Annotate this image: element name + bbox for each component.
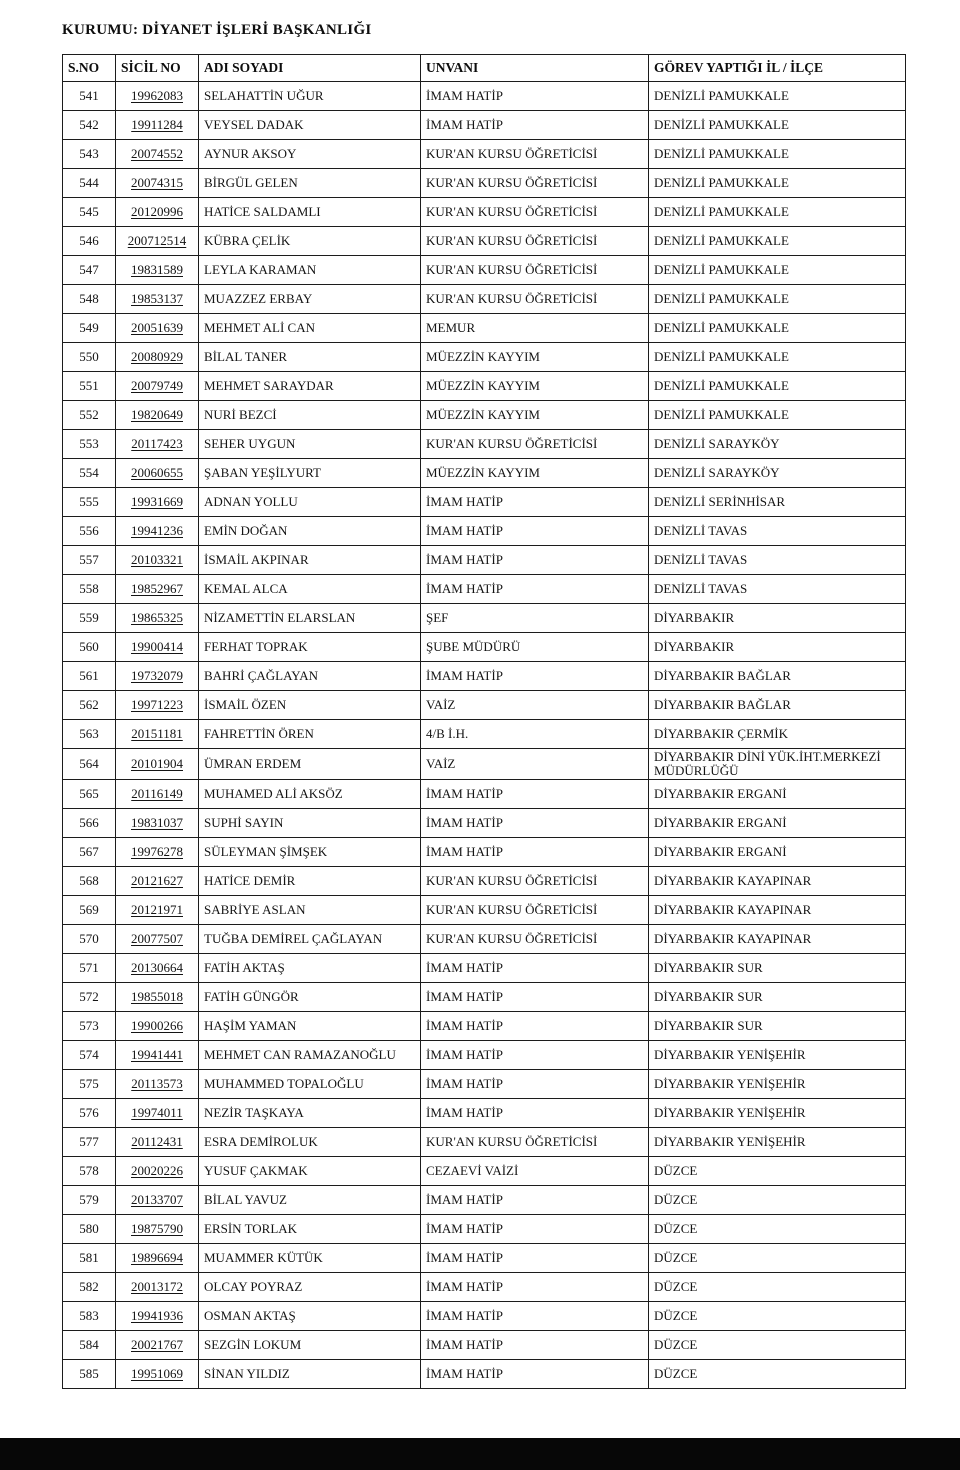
cell-serial-no: 556 — [63, 517, 116, 546]
cell-serial-no: 549 — [63, 314, 116, 343]
cell-serial-no: 564 — [63, 749, 116, 780]
cell-serial-no: 547 — [63, 256, 116, 285]
cell-full-name: MEHMET ALİ CAN — [199, 314, 421, 343]
cell-registry-no: 19900266 — [116, 1012, 199, 1041]
cell-serial-no: 578 — [63, 1157, 116, 1186]
cell-serial-no: 560 — [63, 633, 116, 662]
cell-serial-no: 548 — [63, 285, 116, 314]
cell-duty-location: DENİZLİ PAMUKKALE — [649, 401, 906, 430]
cell-title: VAİZ — [421, 691, 649, 720]
column-header-registry-no: SİCİL NO — [116, 55, 199, 82]
cell-serial-no: 566 — [63, 809, 116, 838]
cell-registry-no: 19974011 — [116, 1099, 199, 1128]
cell-serial-no: 574 — [63, 1041, 116, 1070]
table-row — [63, 140, 906, 169]
cell-serial-no: 562 — [63, 691, 116, 720]
cell-duty-location: DENİZLİ PAMUKKALE — [649, 314, 906, 343]
cell-duty-location: DÜZCE — [649, 1157, 906, 1186]
table-row — [63, 459, 906, 488]
cell-full-name: OSMAN AKTAŞ — [199, 1302, 421, 1331]
cell-serial-no: 555 — [63, 488, 116, 517]
cell-full-name: SUPHİ SAYIN — [199, 809, 421, 838]
cell-title: İMAM HATİP — [421, 1186, 649, 1215]
cell-title: MÜEZZİN KAYYIM — [421, 401, 649, 430]
cell-registry-no: 20013172 — [116, 1273, 199, 1302]
cell-registry-no: 19732079 — [116, 662, 199, 691]
cell-registry-no: 19865325 — [116, 604, 199, 633]
table-row — [63, 749, 906, 780]
cell-duty-location: DENİZLİ SARAYKÖY — [649, 430, 906, 459]
cell-duty-location: DİYARBAKIR ÇERMİK — [649, 720, 906, 749]
cell-title: İMAM HATİP — [421, 1215, 649, 1244]
cell-registry-no: 20103321 — [116, 546, 199, 575]
cell-registry-no: 19896694 — [116, 1244, 199, 1273]
cell-title: KUR'AN KURSU ÖĞRETİCİSİ — [421, 140, 649, 169]
cell-full-name: İSMAİL AKPINAR — [199, 546, 421, 575]
cell-full-name: AYNUR AKSOY — [199, 140, 421, 169]
table-row — [63, 1331, 906, 1360]
cell-duty-location: DİYARBAKIR KAYAPINAR — [649, 896, 906, 925]
cell-full-name: ERSİN TORLAK — [199, 1215, 421, 1244]
table-row — [63, 1273, 906, 1302]
cell-title: İMAM HATİP — [421, 1331, 649, 1360]
cell-title: İMAM HATİP — [421, 1273, 649, 1302]
cell-title: KUR'AN KURSU ÖĞRETİCİSİ — [421, 285, 649, 314]
cell-registry-no: 19820649 — [116, 401, 199, 430]
cell-duty-location: DENİZLİ TAVAS — [649, 546, 906, 575]
cell-duty-location: DİYARBAKIR ERGANİ — [649, 809, 906, 838]
cell-registry-no: 20113573 — [116, 1070, 199, 1099]
cell-serial-no: 579 — [63, 1186, 116, 1215]
cell-duty-location: DENİZLİ TAVAS — [649, 575, 906, 604]
cell-duty-location: DİYARBAKIR ERGANİ — [649, 780, 906, 809]
cell-serial-no: 563 — [63, 720, 116, 749]
table-row — [63, 1099, 906, 1128]
cell-duty-location: DİYARBAKIR BAĞLAR — [649, 662, 906, 691]
cell-registry-no: 20079749 — [116, 372, 199, 401]
table-row — [63, 169, 906, 198]
cell-registry-no: 20121971 — [116, 896, 199, 925]
cell-duty-location: DENİZLİ PAMUKKALE — [649, 169, 906, 198]
cell-title: İMAM HATİP — [421, 1360, 649, 1389]
cell-duty-location: DÜZCE — [649, 1273, 906, 1302]
cell-title: İMAM HATİP — [421, 809, 649, 838]
organization-label: KURUMU: DİYANET İŞLERİ BAŞKANLIĞI — [62, 22, 372, 38]
cell-full-name: FERHAT TOPRAK — [199, 633, 421, 662]
cell-serial-no: 558 — [63, 575, 116, 604]
table-row — [63, 111, 906, 140]
cell-serial-no: 580 — [63, 1215, 116, 1244]
cell-full-name: İSMAİL ÖZEN — [199, 691, 421, 720]
table-row — [63, 430, 906, 459]
cell-serial-no: 546 — [63, 227, 116, 256]
cell-serial-no: 565 — [63, 780, 116, 809]
table-row — [63, 198, 906, 227]
cell-registry-no: 19941441 — [116, 1041, 199, 1070]
cell-title: KUR'AN KURSU ÖĞRETİCİSİ — [421, 867, 649, 896]
cell-full-name: ADNAN YOLLU — [199, 488, 421, 517]
cell-registry-no: 19941236 — [116, 517, 199, 546]
cell-serial-no: 545 — [63, 198, 116, 227]
cell-full-name: SEHER UYGUN — [199, 430, 421, 459]
table-row — [63, 1302, 906, 1331]
table-body — [63, 82, 906, 1389]
table-row — [63, 604, 906, 633]
table-row — [63, 1128, 906, 1157]
table-row — [63, 517, 906, 546]
cell-duty-location: DÜZCE — [649, 1215, 906, 1244]
cell-full-name: NEZİR TAŞKAYA — [199, 1099, 421, 1128]
cell-duty-location: DİYARBAKIR SUR — [649, 983, 906, 1012]
cell-duty-location: DİYARBAKIR — [649, 604, 906, 633]
cell-serial-no: 542 — [63, 111, 116, 140]
cell-serial-no: 582 — [63, 1273, 116, 1302]
table-row — [63, 925, 906, 954]
cell-full-name: MEHMET SARAYDAR — [199, 372, 421, 401]
cell-title: İMAM HATİP — [421, 1012, 649, 1041]
column-header-duty-location: GÖREV YAPTIĞI İL / İLÇE — [649, 55, 906, 82]
cell-duty-location: DENİZLİ PAMUKKALE — [649, 227, 906, 256]
cell-full-name: BİRGÜL GELEN — [199, 169, 421, 198]
cell-registry-no: 20101904 — [116, 749, 199, 780]
cell-full-name: MUAZZEZ ERBAY — [199, 285, 421, 314]
cell-serial-no: 568 — [63, 867, 116, 896]
cell-title: İMAM HATİP — [421, 780, 649, 809]
cell-title: İMAM HATİP — [421, 488, 649, 517]
table-row — [63, 1186, 906, 1215]
cell-registry-no: 19962083 — [116, 82, 199, 111]
table-row — [63, 1157, 906, 1186]
cell-full-name: BİLAL YAVUZ — [199, 1186, 421, 1215]
cell-full-name: MUHAMMED TOPALOĞLU — [199, 1070, 421, 1099]
cell-full-name: ÜMRAN ERDEM — [199, 749, 421, 780]
table-header-row — [63, 55, 906, 82]
cell-registry-no: 200712514 — [116, 227, 199, 256]
cell-full-name: NURİ BEZCİ — [199, 401, 421, 430]
table-row — [63, 1215, 906, 1244]
cell-full-name: NİZAMETTİN ELARSLAN — [199, 604, 421, 633]
cell-title: ŞUBE MÜDÜRÜ — [421, 633, 649, 662]
cell-registry-no: 20074315 — [116, 169, 199, 198]
cell-registry-no: 20060655 — [116, 459, 199, 488]
cell-full-name: KEMAL ALCA — [199, 575, 421, 604]
cell-title: İMAM HATİP — [421, 517, 649, 546]
cell-duty-location: DİYARBAKIR YENİŞEHİR — [649, 1070, 906, 1099]
cell-serial-no: 550 — [63, 343, 116, 372]
cell-serial-no: 541 — [63, 82, 116, 111]
table-row — [63, 1041, 906, 1070]
table-row — [63, 285, 906, 314]
cell-title: KUR'AN KURSU ÖĞRETİCİSİ — [421, 256, 649, 285]
cell-title: KUR'AN KURSU ÖĞRETİCİSİ — [421, 227, 649, 256]
cell-title: MÜEZZİN KAYYIM — [421, 459, 649, 488]
cell-serial-no: 577 — [63, 1128, 116, 1157]
table-row — [63, 867, 906, 896]
cell-registry-no: 20120996 — [116, 198, 199, 227]
table-row — [63, 401, 906, 430]
cell-full-name: YUSUF ÇAKMAK — [199, 1157, 421, 1186]
cell-title: İMAM HATİP — [421, 575, 649, 604]
cell-duty-location: DİYARBAKIR BAĞLAR — [649, 691, 906, 720]
cell-title: İMAM HATİP — [421, 1070, 649, 1099]
cell-serial-no: 575 — [63, 1070, 116, 1099]
cell-full-name: ŞABAN YEŞİLYURT — [199, 459, 421, 488]
table-row — [63, 896, 906, 925]
cell-serial-no: 552 — [63, 401, 116, 430]
cell-title: İMAM HATİP — [421, 82, 649, 111]
cell-duty-location: DENİZLİ PAMUKKALE — [649, 285, 906, 314]
cell-registry-no: 20151181 — [116, 720, 199, 749]
cell-title: 4/B İ.H. — [421, 720, 649, 749]
table-row — [63, 546, 906, 575]
scan-artifact-bar — [0, 1438, 960, 1470]
cell-full-name: MUHAMED ALİ AKSÖZ — [199, 780, 421, 809]
cell-duty-location: DİYARBAKIR DİNİ YÜK.İHT.MERKEZİ MÜDÜRLÜĞÜ — [649, 749, 906, 780]
cell-title: KUR'AN KURSU ÖĞRETİCİSİ — [421, 169, 649, 198]
cell-serial-no: 570 — [63, 925, 116, 954]
cell-title: MÜEZZİN KAYYIM — [421, 343, 649, 372]
personnel-table — [62, 54, 906, 1389]
cell-duty-location: DENİZLİ PAMUKKALE — [649, 111, 906, 140]
cell-full-name: KÜBRA ÇELİK — [199, 227, 421, 256]
cell-registry-no: 19976278 — [116, 838, 199, 867]
cell-duty-location: DÜZCE — [649, 1244, 906, 1273]
cell-registry-no: 19931669 — [116, 488, 199, 517]
cell-title: CEZAEVİ VAİZİ — [421, 1157, 649, 1186]
cell-serial-no: 581 — [63, 1244, 116, 1273]
cell-title: İMAM HATİP — [421, 954, 649, 983]
cell-registry-no: 19853137 — [116, 285, 199, 314]
cell-title: İMAM HATİP — [421, 546, 649, 575]
cell-registry-no: 20117423 — [116, 430, 199, 459]
cell-serial-no: 551 — [63, 372, 116, 401]
cell-title: KUR'AN KURSU ÖĞRETİCİSİ — [421, 925, 649, 954]
table-row — [63, 954, 906, 983]
cell-registry-no: 20051639 — [116, 314, 199, 343]
cell-registry-no: 20020226 — [116, 1157, 199, 1186]
table-row — [63, 575, 906, 604]
cell-title: MÜEZZİN KAYYIM — [421, 372, 649, 401]
cell-duty-location: DENİZLİ PAMUKKALE — [649, 372, 906, 401]
cell-duty-location: DENİZLİ PAMUKKALE — [649, 198, 906, 227]
cell-registry-no: 19941936 — [116, 1302, 199, 1331]
cell-title: KUR'AN KURSU ÖĞRETİCİSİ — [421, 1128, 649, 1157]
cell-full-name: ESRA DEMİROLUK — [199, 1128, 421, 1157]
cell-title: İMAM HATİP — [421, 1302, 649, 1331]
cell-duty-location: DİYARBAKIR — [649, 633, 906, 662]
table-row — [63, 1360, 906, 1389]
table-row — [63, 1070, 906, 1099]
table-row — [63, 314, 906, 343]
table-row — [63, 662, 906, 691]
cell-full-name: BİLAL TANER — [199, 343, 421, 372]
cell-title: İMAM HATİP — [421, 983, 649, 1012]
cell-serial-no: 559 — [63, 604, 116, 633]
cell-full-name: SÜLEYMAN ŞİMŞEK — [199, 838, 421, 867]
cell-full-name: EMİN DOĞAN — [199, 517, 421, 546]
cell-serial-no: 569 — [63, 896, 116, 925]
cell-duty-location: DÜZCE — [649, 1186, 906, 1215]
table-row — [63, 372, 906, 401]
cell-title: KUR'AN KURSU ÖĞRETİCİSİ — [421, 896, 649, 925]
cell-registry-no: 19855018 — [116, 983, 199, 1012]
cell-full-name: VEYSEL DADAK — [199, 111, 421, 140]
cell-serial-no: 567 — [63, 838, 116, 867]
cell-duty-location: DÜZCE — [649, 1302, 906, 1331]
cell-full-name: LEYLA KARAMAN — [199, 256, 421, 285]
cell-title: İMAM HATİP — [421, 1041, 649, 1070]
table-row — [63, 691, 906, 720]
cell-serial-no: 553 — [63, 430, 116, 459]
cell-full-name: MUAMMER KÜTÜK — [199, 1244, 421, 1273]
cell-serial-no: 573 — [63, 1012, 116, 1041]
table-row — [63, 256, 906, 285]
table-row — [63, 1012, 906, 1041]
cell-full-name: HAŞİM YAMAN — [199, 1012, 421, 1041]
cell-serial-no: 557 — [63, 546, 116, 575]
cell-registry-no: 19875790 — [116, 1215, 199, 1244]
cell-title: KUR'AN KURSU ÖĞRETİCİSİ — [421, 198, 649, 227]
cell-full-name: HATİCE SALDAMLI — [199, 198, 421, 227]
cell-duty-location: DÜZCE — [649, 1331, 906, 1360]
cell-duty-location: DİYARBAKIR SUR — [649, 954, 906, 983]
cell-full-name: FATİH AKTAŞ — [199, 954, 421, 983]
cell-registry-no: 20121627 — [116, 867, 199, 896]
cell-full-name: SEZGİN LOKUM — [199, 1331, 421, 1360]
cell-registry-no: 20021767 — [116, 1331, 199, 1360]
cell-duty-location: DİYARBAKIR KAYAPINAR — [649, 867, 906, 896]
cell-registry-no: 19852967 — [116, 575, 199, 604]
column-header-title: UNVANI — [421, 55, 649, 82]
cell-serial-no: 561 — [63, 662, 116, 691]
table-row — [63, 838, 906, 867]
cell-serial-no: 572 — [63, 983, 116, 1012]
cell-duty-location: DENİZLİ PAMUKKALE — [649, 82, 906, 111]
cell-registry-no: 19831589 — [116, 256, 199, 285]
cell-title: MEMUR — [421, 314, 649, 343]
cell-full-name: HATİCE DEMİR — [199, 867, 421, 896]
cell-serial-no: 584 — [63, 1331, 116, 1360]
cell-serial-no: 554 — [63, 459, 116, 488]
cell-full-name: TUĞBA DEMİREL ÇAĞLAYAN — [199, 925, 421, 954]
cell-serial-no: 576 — [63, 1099, 116, 1128]
cell-duty-location: DENİZLİ TAVAS — [649, 517, 906, 546]
cell-duty-location: DİYARBAKIR KAYAPINAR — [649, 925, 906, 954]
cell-registry-no: 20133707 — [116, 1186, 199, 1215]
table-row — [63, 82, 906, 111]
column-header-serial-no: S.NO — [63, 55, 116, 82]
column-header-full-name: ADI SOYADI — [199, 55, 421, 82]
cell-full-name: MEHMET CAN RAMAZANOĞLU — [199, 1041, 421, 1070]
cell-title: ŞEF — [421, 604, 649, 633]
cell-title: KUR'AN KURSU ÖĞRETİCİSİ — [421, 430, 649, 459]
table-row — [63, 780, 906, 809]
cell-registry-no: 20077507 — [116, 925, 199, 954]
cell-serial-no: 544 — [63, 169, 116, 198]
cell-registry-no: 19900414 — [116, 633, 199, 662]
cell-full-name: FAHRETTİN ÖREN — [199, 720, 421, 749]
cell-full-name: SİNAN YILDIZ — [199, 1360, 421, 1389]
cell-full-name: OLCAY POYRAZ — [199, 1273, 421, 1302]
table-row — [63, 809, 906, 838]
cell-serial-no: 585 — [63, 1360, 116, 1389]
cell-registry-no: 20130664 — [116, 954, 199, 983]
cell-duty-location: DİYARBAKIR YENİŞEHİR — [649, 1099, 906, 1128]
cell-serial-no: 543 — [63, 140, 116, 169]
cell-duty-location: DENİZLİ PAMUKKALE — [649, 343, 906, 372]
table-row — [63, 488, 906, 517]
cell-duty-location: DENİZLİ PAMUKKALE — [649, 140, 906, 169]
cell-duty-location: DİYARBAKIR YENİŞEHİR — [649, 1128, 906, 1157]
cell-serial-no: 583 — [63, 1302, 116, 1331]
cell-registry-no: 20112431 — [116, 1128, 199, 1157]
table-row — [63, 1244, 906, 1273]
cell-registry-no: 19911284 — [116, 111, 199, 140]
cell-duty-location: DENİZLİ SERİNHİSAR — [649, 488, 906, 517]
cell-duty-location: DENİZLİ PAMUKKALE — [649, 256, 906, 285]
cell-full-name: SELAHATTİN UĞUR — [199, 82, 421, 111]
cell-serial-no: 571 — [63, 954, 116, 983]
cell-title: İMAM HATİP — [421, 1099, 649, 1128]
cell-duty-location: DİYARBAKIR ERGANİ — [649, 838, 906, 867]
cell-title: VAİZ — [421, 749, 649, 780]
table-row — [63, 983, 906, 1012]
cell-title: İMAM HATİP — [421, 1244, 649, 1273]
cell-registry-no: 20116149 — [116, 780, 199, 809]
cell-registry-no: 19951069 — [116, 1360, 199, 1389]
table-row — [63, 720, 906, 749]
cell-duty-location: DÜZCE — [649, 1360, 906, 1389]
cell-registry-no: 20080929 — [116, 343, 199, 372]
cell-duty-location: DENİZLİ SARAYKÖY — [649, 459, 906, 488]
cell-title: İMAM HATİP — [421, 838, 649, 867]
cell-full-name: SABRİYE ASLAN — [199, 896, 421, 925]
table-row — [63, 343, 906, 372]
cell-title: İMAM HATİP — [421, 662, 649, 691]
cell-registry-no: 19831037 — [116, 809, 199, 838]
table-row — [63, 227, 906, 256]
cell-duty-location: DİYARBAKIR SUR — [649, 1012, 906, 1041]
cell-full-name: FATİH GÜNGÖR — [199, 983, 421, 1012]
cell-duty-location: DİYARBAKIR YENİŞEHİR — [649, 1041, 906, 1070]
cell-full-name: BAHRİ ÇAĞLAYAN — [199, 662, 421, 691]
cell-registry-no: 19971223 — [116, 691, 199, 720]
table-row — [63, 633, 906, 662]
cell-title: İMAM HATİP — [421, 111, 649, 140]
cell-registry-no: 20074552 — [116, 140, 199, 169]
